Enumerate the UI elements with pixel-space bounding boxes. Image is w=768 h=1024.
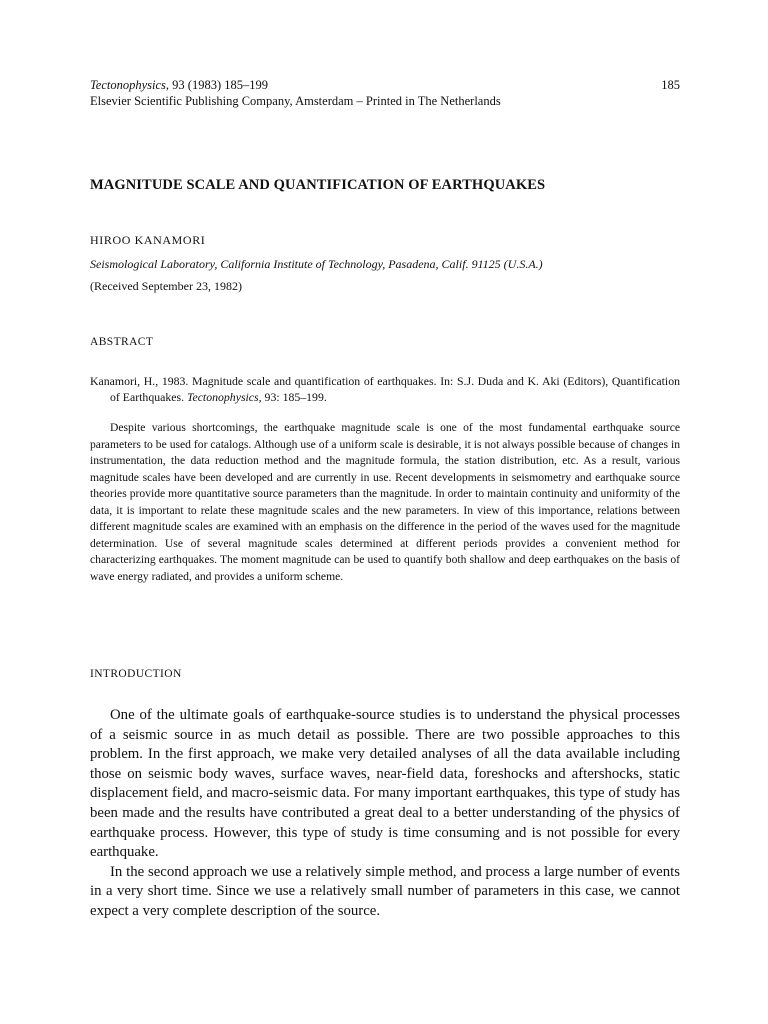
abstract-text: Despite various shortcomings, the earthquake magnitude scale is one of the most fundamental earthquake source parameters to be used for catalogs. Although use of a uniform scale is desirable, it is not always possible because of changes in instrumentation, the data reduction method and the magnitude formula, the station distribution, etc. As a result, various magnitude scales have been developed and are currently in use. Recent developments in seismometry and earthquake source theories provide more quantitative source parameters than the magnitude. In order to maintain continuity and uniformity of the data, it is important to relate these magnitude scales and the new parameters. In view of this importance, relations between different magnitude scales are examined with an emphasis on the difference in the period of the waves used for the magnitude determination. Use of several magnitude scales determined at different periods provides a convenient method for characterizing earthquakes. The moment magnitude can be used to quantify both shallow and deep earthquakes on the basis of wave energy radiated, and provides a uniform scheme.	[90, 421, 680, 583]
citation-text: Kanamori, H., 1983. Magnitude scale and quantification of earthquakes. In: S.J. Duda and K. Aki (Editors), Quantification of Earthquakes.	[90, 374, 680, 404]
author-name: HIROO KANAMORI	[90, 233, 206, 247]
introduction-paragraph: One of the ultimate goals of earthquake-source studies is to understand the physical processes of a seismic source in as much detail as possible. There are two possible approaches to this problem. In the first approach, we make very detailed analyses of all the data available including those on seismic body waves, surface waves, near-field data, foreshocks and aftershocks, static displacement field, and macro-seismic data. For many important earthquakes, this type of study has been made and the results have contributed a great deal to a better understanding of the physics of earthquake process. However, this type of study is time consuming and is not possible for every earthquake.	[90, 707, 680, 861]
article-title: MAGNITUDE SCALE AND QUANTIFICATION OF EARTHQUAKES	[90, 177, 546, 193]
journal-header	[90, 77, 680, 109]
page-number: 185	[661, 78, 680, 92]
introduction-heading: INTRODUCTION	[90, 668, 182, 680]
introduction-body	[90, 706, 680, 922]
citation-volume: 93: 185–199.	[261, 389, 327, 404]
journal-volume-pages: 93 (1983) 185–199	[169, 78, 268, 92]
abstract-citation	[90, 374, 680, 405]
journal-citation-line	[90, 77, 680, 93]
publisher-line: Elsevier Scientific Publishing Company, Amsterdam – Printed in The Netherlands	[90, 94, 501, 108]
author-affiliation: Seismological Laboratory, California Institute of Technology, Pasadena, Calif. 91125 (U.S.A.)	[90, 257, 543, 271]
journal-name: Tectonophysics,	[90, 78, 170, 92]
abstract-heading: ABSTRACT	[90, 336, 154, 348]
received-date: (Received September 23, 1982)	[90, 279, 242, 293]
citation-journal: Tectonophysics,	[186, 389, 262, 404]
introduction-paragraph: In the second approach we use a relatively simple method, and process a large number of events in a very short time. Since we use a relatively small number of parameters in this case, we cannot expect a very complete description of the source.	[90, 863, 680, 919]
